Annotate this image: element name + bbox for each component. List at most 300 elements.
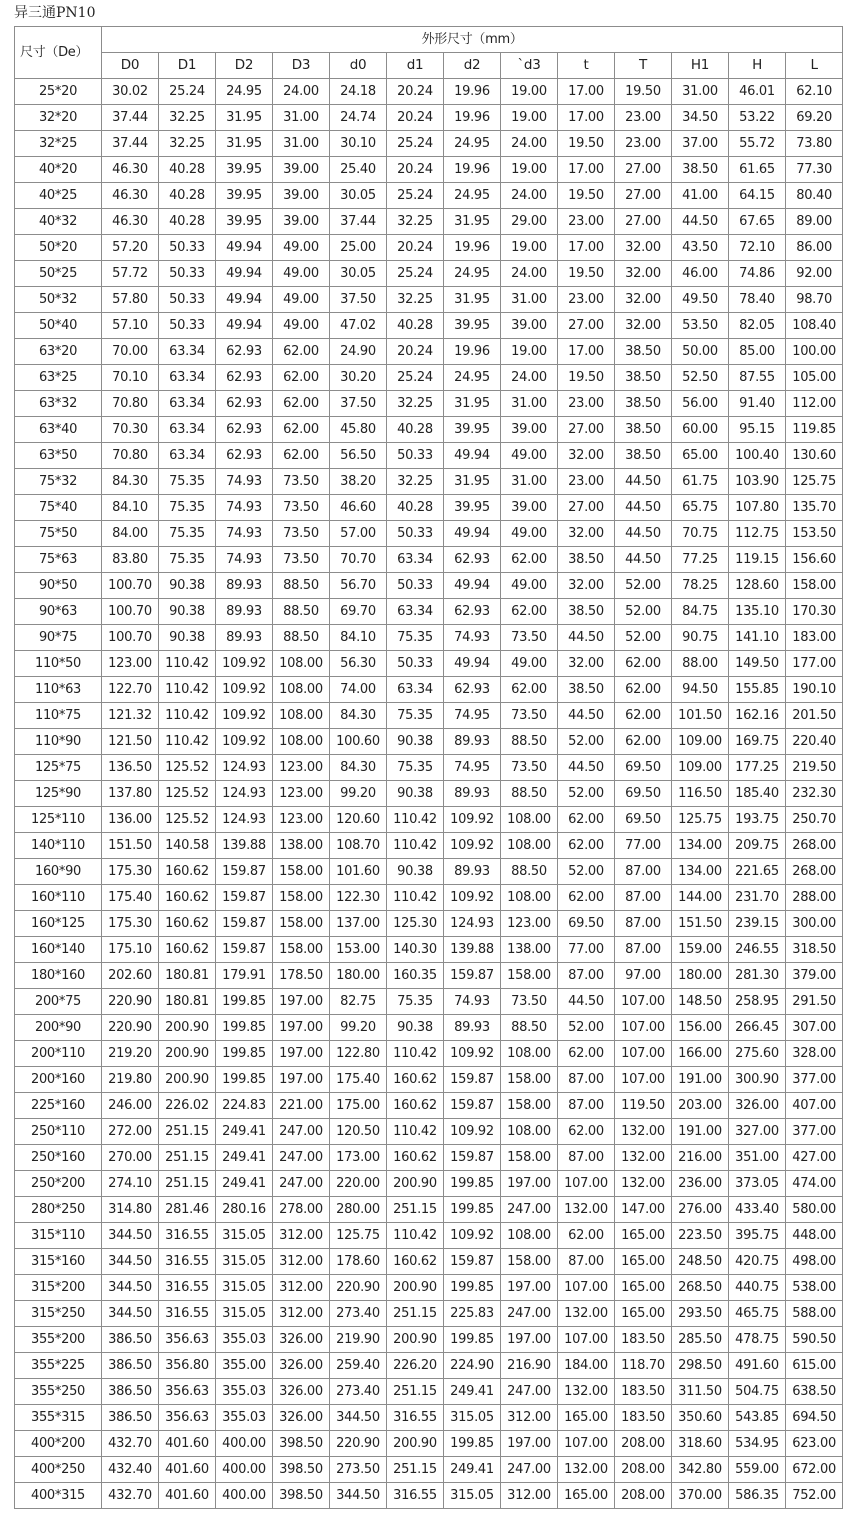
value-cell: 355.03 <box>216 1379 273 1405</box>
value-cell: 220.90 <box>102 989 159 1015</box>
value-cell: 90.38 <box>159 573 216 599</box>
value-cell: 100.70 <box>102 573 159 599</box>
value-cell: 49.94 <box>444 521 501 547</box>
value-cell: 249.41 <box>444 1379 501 1405</box>
value-cell: 316.55 <box>159 1275 216 1301</box>
value-cell: 40.28 <box>387 495 444 521</box>
value-cell: 355.03 <box>216 1405 273 1431</box>
value-cell: 209.75 <box>729 833 786 859</box>
value-cell: 407.00 <box>786 1093 843 1119</box>
value-cell: 137.00 <box>330 911 387 937</box>
value-cell: 73.50 <box>273 469 330 495</box>
value-cell: 125.75 <box>330 1223 387 1249</box>
value-cell: 123.00 <box>102 651 159 677</box>
value-cell: 27.00 <box>615 157 672 183</box>
value-cell: 62.93 <box>444 547 501 573</box>
value-cell: 159.00 <box>672 937 729 963</box>
value-cell: 315.05 <box>216 1223 273 1249</box>
document-title: 异三通PN10 <box>14 5 96 21</box>
value-cell: 132.00 <box>615 1119 672 1145</box>
value-cell: 39.95 <box>444 417 501 443</box>
value-cell: 74.93 <box>444 625 501 651</box>
value-cell: 159.87 <box>216 911 273 937</box>
value-cell: 49.00 <box>273 235 330 261</box>
value-cell: 39.00 <box>273 209 330 235</box>
column-header: H <box>729 53 786 79</box>
value-cell: 197.00 <box>273 1067 330 1093</box>
value-cell: 19.00 <box>501 105 558 131</box>
table-row <box>15 1457 843 1483</box>
value-cell: 39.95 <box>444 495 501 521</box>
value-cell: 70.10 <box>102 365 159 391</box>
value-cell: 315.05 <box>216 1301 273 1327</box>
value-cell: 672.00 <box>786 1457 843 1483</box>
value-cell: 200.90 <box>387 1431 444 1457</box>
value-cell: 180.00 <box>672 963 729 989</box>
size-cell: 50*25 <box>15 261 102 287</box>
size-cell: 63*50 <box>15 443 102 469</box>
table-body <box>15 79 843 1509</box>
value-cell: 116.50 <box>672 781 729 807</box>
size-cell: 400*250 <box>15 1457 102 1483</box>
value-cell: 379.00 <box>786 963 843 989</box>
value-cell: 109.00 <box>672 729 729 755</box>
table-row <box>15 183 843 209</box>
size-cell: 140*110 <box>15 833 102 859</box>
value-cell: 62.93 <box>444 599 501 625</box>
value-cell: 109.92 <box>216 677 273 703</box>
value-cell: 62.00 <box>273 417 330 443</box>
value-cell: 82.05 <box>729 313 786 339</box>
value-cell: 344.50 <box>102 1275 159 1301</box>
value-cell: 73.50 <box>501 989 558 1015</box>
value-cell: 108.00 <box>501 1223 558 1249</box>
value-cell: 109.92 <box>444 885 501 911</box>
value-cell: 50.33 <box>159 235 216 261</box>
value-cell: 274.10 <box>102 1171 159 1197</box>
value-cell: 251.15 <box>159 1119 216 1145</box>
value-cell: 125.75 <box>672 807 729 833</box>
table-row <box>15 1119 843 1145</box>
value-cell: 326.00 <box>273 1379 330 1405</box>
value-cell: 183.50 <box>615 1327 672 1353</box>
size-cell: 355*315 <box>15 1405 102 1431</box>
value-cell: 32.25 <box>159 131 216 157</box>
value-cell: 25.24 <box>387 261 444 287</box>
value-cell: 110.42 <box>387 1119 444 1145</box>
value-cell: 38.50 <box>672 157 729 183</box>
size-cell: 40*20 <box>15 157 102 183</box>
value-cell: 49.50 <box>672 287 729 313</box>
value-cell: 315.05 <box>216 1275 273 1301</box>
value-cell: 32.25 <box>387 287 444 313</box>
size-cell: 90*63 <box>15 599 102 625</box>
value-cell: 62.00 <box>558 1041 615 1067</box>
value-cell: 19.50 <box>615 79 672 105</box>
value-cell: 49.94 <box>444 651 501 677</box>
value-cell: 31.95 <box>444 287 501 313</box>
value-cell: 344.50 <box>330 1405 387 1431</box>
value-cell: 19.00 <box>501 157 558 183</box>
value-cell: 219.20 <box>102 1041 159 1067</box>
value-cell: 62.10 <box>786 79 843 105</box>
value-cell: 38.50 <box>615 417 672 443</box>
value-cell: 38.50 <box>558 677 615 703</box>
value-cell: 315.05 <box>444 1483 501 1509</box>
value-cell: 247.00 <box>501 1379 558 1405</box>
value-cell: 110.42 <box>387 1223 444 1249</box>
value-cell: 62.00 <box>558 885 615 911</box>
column-header: L <box>786 53 843 79</box>
value-cell: 32.25 <box>387 391 444 417</box>
value-cell: 199.85 <box>216 1041 273 1067</box>
value-cell: 191.00 <box>672 1067 729 1093</box>
value-cell: 351.00 <box>729 1145 786 1171</box>
value-cell: 74.86 <box>729 261 786 287</box>
value-cell: 49.00 <box>501 573 558 599</box>
value-cell: 108.00 <box>501 807 558 833</box>
table-row <box>15 287 843 313</box>
value-cell: 400.00 <box>216 1483 273 1509</box>
value-cell: 220.90 <box>102 1015 159 1041</box>
value-cell: 89.93 <box>216 573 273 599</box>
value-cell: 120.60 <box>330 807 387 833</box>
table-row <box>15 261 843 287</box>
value-cell: 276.00 <box>672 1197 729 1223</box>
value-cell: 134.00 <box>672 859 729 885</box>
value-cell: 160.62 <box>387 1145 444 1171</box>
value-cell: 247.00 <box>273 1145 330 1171</box>
value-cell: 90.38 <box>387 1015 444 1041</box>
value-cell: 615.00 <box>786 1353 843 1379</box>
value-cell: 57.00 <box>330 521 387 547</box>
value-cell: 87.55 <box>729 365 786 391</box>
value-cell: 281.46 <box>159 1197 216 1223</box>
value-cell: 160.62 <box>387 1067 444 1093</box>
table-row <box>15 781 843 807</box>
column-header: t <box>558 53 615 79</box>
value-cell: 197.00 <box>273 1015 330 1041</box>
value-cell: 24.90 <box>330 339 387 365</box>
value-cell: 586.35 <box>729 1483 786 1509</box>
value-cell: 75.35 <box>387 703 444 729</box>
value-cell: 249.41 <box>444 1457 501 1483</box>
value-cell: 46.30 <box>102 157 159 183</box>
value-cell: 24.00 <box>501 183 558 209</box>
value-cell: 200.90 <box>387 1275 444 1301</box>
value-cell: 342.80 <box>672 1457 729 1483</box>
size-cell: 315*250 <box>15 1301 102 1327</box>
value-cell: 62.00 <box>558 807 615 833</box>
value-cell: 39.95 <box>216 157 273 183</box>
value-cell: 107.00 <box>558 1431 615 1457</box>
value-cell: 559.00 <box>729 1457 786 1483</box>
value-cell: 160.62 <box>159 859 216 885</box>
value-cell: 165.00 <box>615 1301 672 1327</box>
column-header: d1 <box>387 53 444 79</box>
value-cell: 232.30 <box>786 781 843 807</box>
table-row <box>15 573 843 599</box>
size-cell: 280*250 <box>15 1197 102 1223</box>
value-cell: 88.00 <box>672 651 729 677</box>
value-cell: 386.50 <box>102 1353 159 1379</box>
value-cell: 50.00 <box>672 339 729 365</box>
value-cell: 149.50 <box>729 651 786 677</box>
value-cell: 31.00 <box>501 287 558 313</box>
value-cell: 19.50 <box>558 365 615 391</box>
value-cell: 247.00 <box>273 1119 330 1145</box>
value-cell: 220.40 <box>786 729 843 755</box>
value-cell: 221.00 <box>273 1093 330 1119</box>
value-cell: 75.35 <box>159 547 216 573</box>
value-cell: 293.50 <box>672 1301 729 1327</box>
table-row <box>15 1067 843 1093</box>
value-cell: 73.50 <box>273 521 330 547</box>
table-row <box>15 1015 843 1041</box>
value-cell: 56.30 <box>330 651 387 677</box>
value-cell: 175.40 <box>102 885 159 911</box>
value-cell: 199.85 <box>216 989 273 1015</box>
value-cell: 175.00 <box>330 1093 387 1119</box>
size-column-header: 尺寸（De） <box>15 27 102 79</box>
value-cell: 179.91 <box>216 963 273 989</box>
value-cell: 491.60 <box>729 1353 786 1379</box>
value-cell: 75.35 <box>387 625 444 651</box>
value-cell: 124.93 <box>216 807 273 833</box>
value-cell: 278.00 <box>273 1197 330 1223</box>
value-cell: 62.00 <box>615 729 672 755</box>
value-cell: 314.80 <box>102 1197 159 1223</box>
value-cell: 31.95 <box>216 105 273 131</box>
value-cell: 75.35 <box>159 469 216 495</box>
value-cell: 30.05 <box>330 183 387 209</box>
value-cell: 49.00 <box>273 287 330 313</box>
value-cell: 312.00 <box>273 1301 330 1327</box>
value-cell: 219.80 <box>102 1067 159 1093</box>
value-cell: 193.75 <box>729 807 786 833</box>
value-cell: 344.50 <box>102 1249 159 1275</box>
value-cell: 752.00 <box>786 1483 843 1509</box>
value-cell: 144.00 <box>672 885 729 911</box>
value-cell: 107.00 <box>558 1327 615 1353</box>
value-cell: 88.50 <box>501 781 558 807</box>
value-cell: 56.50 <box>330 443 387 469</box>
value-cell: 73.50 <box>501 755 558 781</box>
value-cell: 74.93 <box>216 547 273 573</box>
value-cell: 63.34 <box>159 365 216 391</box>
value-cell: 140.58 <box>159 833 216 859</box>
value-cell: 201.50 <box>786 703 843 729</box>
value-cell: 19.50 <box>558 183 615 209</box>
value-cell: 250.70 <box>786 807 843 833</box>
value-cell: 165.00 <box>615 1249 672 1275</box>
value-cell: 175.40 <box>330 1067 387 1093</box>
value-cell: 72.10 <box>729 235 786 261</box>
value-cell: 32.00 <box>615 261 672 287</box>
value-cell: 108.00 <box>501 1119 558 1145</box>
value-cell: 84.30 <box>330 755 387 781</box>
value-cell: 101.60 <box>330 859 387 885</box>
value-cell: 40.28 <box>387 417 444 443</box>
value-cell: 427.00 <box>786 1145 843 1171</box>
value-cell: 44.50 <box>558 625 615 651</box>
value-cell: 386.50 <box>102 1327 159 1353</box>
value-cell: 395.75 <box>729 1223 786 1249</box>
dimensions-group-header: 外形尺寸（mm） <box>102 27 843 53</box>
value-cell: 90.38 <box>387 729 444 755</box>
value-cell: 46.01 <box>729 79 786 105</box>
value-cell: 200.90 <box>387 1327 444 1353</box>
value-cell: 30.20 <box>330 365 387 391</box>
value-cell: 49.00 <box>501 443 558 469</box>
value-cell: 197.00 <box>501 1275 558 1301</box>
value-cell: 94.50 <box>672 677 729 703</box>
value-cell: 91.40 <box>729 391 786 417</box>
value-cell: 88.50 <box>501 1015 558 1041</box>
value-cell: 20.24 <box>387 235 444 261</box>
table-row <box>15 833 843 859</box>
value-cell: 23.00 <box>558 391 615 417</box>
value-cell: 123.00 <box>273 807 330 833</box>
value-cell: 165.00 <box>558 1483 615 1509</box>
value-cell: 312.00 <box>501 1405 558 1431</box>
value-cell: 24.95 <box>444 183 501 209</box>
value-cell: 31.95 <box>444 209 501 235</box>
value-cell: 85.00 <box>729 339 786 365</box>
value-cell: 220.90 <box>330 1431 387 1457</box>
value-cell: 247.00 <box>501 1457 558 1483</box>
value-cell: 63.34 <box>159 443 216 469</box>
value-cell: 62.00 <box>615 651 672 677</box>
value-cell: 220.90 <box>330 1275 387 1301</box>
value-cell: 226.20 <box>387 1353 444 1379</box>
value-cell: 37.50 <box>330 287 387 313</box>
table-row <box>15 1431 843 1457</box>
value-cell: 100.40 <box>729 443 786 469</box>
value-cell: 272.00 <box>102 1119 159 1145</box>
value-cell: 326.00 <box>273 1353 330 1379</box>
value-cell: 199.85 <box>444 1275 501 1301</box>
value-cell: 128.60 <box>729 573 786 599</box>
value-cell: 112.75 <box>729 521 786 547</box>
value-cell: 62.00 <box>615 703 672 729</box>
value-cell: 52.00 <box>615 599 672 625</box>
value-cell: 62.00 <box>273 365 330 391</box>
table-row <box>15 1301 843 1327</box>
value-cell: 62.93 <box>216 391 273 417</box>
value-cell: 32.00 <box>558 651 615 677</box>
value-cell: 24.00 <box>501 261 558 287</box>
column-header: D3 <box>273 53 330 79</box>
value-cell: 69.20 <box>786 105 843 131</box>
value-cell: 89.93 <box>444 781 501 807</box>
value-cell: 109.92 <box>216 651 273 677</box>
value-cell: 248.50 <box>672 1249 729 1275</box>
value-cell: 208.00 <box>615 1483 672 1509</box>
value-cell: 31.00 <box>501 391 558 417</box>
value-cell: 39.00 <box>501 313 558 339</box>
column-header: d0 <box>330 53 387 79</box>
value-cell: 236.00 <box>672 1171 729 1197</box>
value-cell: 41.00 <box>672 183 729 209</box>
value-cell: 159.87 <box>444 1067 501 1093</box>
value-cell: 356.63 <box>159 1327 216 1353</box>
value-cell: 83.80 <box>102 547 159 573</box>
value-cell: 40.28 <box>159 183 216 209</box>
value-cell: 251.15 <box>387 1197 444 1223</box>
table-row <box>15 885 843 911</box>
value-cell: 34.50 <box>672 105 729 131</box>
value-cell: 377.00 <box>786 1119 843 1145</box>
value-cell: 177.25 <box>729 755 786 781</box>
value-cell: 56.00 <box>672 391 729 417</box>
value-cell: 203.00 <box>672 1093 729 1119</box>
value-cell: 103.90 <box>729 469 786 495</box>
table-row <box>15 651 843 677</box>
value-cell: 356.80 <box>159 1353 216 1379</box>
value-cell: 49.94 <box>216 287 273 313</box>
table-row <box>15 79 843 105</box>
value-cell: 89.93 <box>216 625 273 651</box>
value-cell: 62.00 <box>273 339 330 365</box>
value-cell: 31.95 <box>216 131 273 157</box>
value-cell: 49.00 <box>273 313 330 339</box>
value-cell: 24.95 <box>216 79 273 105</box>
value-cell: 90.38 <box>159 625 216 651</box>
value-cell: 125.52 <box>159 807 216 833</box>
table-row <box>15 1483 843 1509</box>
value-cell: 398.50 <box>273 1457 330 1483</box>
value-cell: 432.70 <box>102 1431 159 1457</box>
value-cell: 246.00 <box>102 1093 159 1119</box>
value-cell: 88.50 <box>501 729 558 755</box>
value-cell: 158.00 <box>786 573 843 599</box>
size-cell: 180*160 <box>15 963 102 989</box>
value-cell: 39.00 <box>273 157 330 183</box>
table-row <box>15 1197 843 1223</box>
value-cell: 27.00 <box>615 183 672 209</box>
size-cell: 110*90 <box>15 729 102 755</box>
table-row <box>15 313 843 339</box>
value-cell: 86.00 <box>786 235 843 261</box>
value-cell: 62.00 <box>501 599 558 625</box>
value-cell: 105.00 <box>786 365 843 391</box>
value-cell: 49.00 <box>501 651 558 677</box>
size-cell: 75*63 <box>15 547 102 573</box>
value-cell: 588.00 <box>786 1301 843 1327</box>
value-cell: 135.70 <box>786 495 843 521</box>
value-cell: 108.00 <box>273 677 330 703</box>
value-cell: 156.00 <box>672 1015 729 1041</box>
value-cell: 183.50 <box>615 1405 672 1431</box>
value-cell: 328.00 <box>786 1041 843 1067</box>
table-row <box>15 677 843 703</box>
size-cell: 400*315 <box>15 1483 102 1509</box>
value-cell: 108.00 <box>273 651 330 677</box>
value-cell: 158.00 <box>273 911 330 937</box>
value-cell: 281.30 <box>729 963 786 989</box>
value-cell: 246.55 <box>729 937 786 963</box>
value-cell: 199.85 <box>444 1327 501 1353</box>
value-cell: 30.05 <box>330 261 387 287</box>
value-cell: 109.92 <box>216 703 273 729</box>
value-cell: 199.85 <box>444 1197 501 1223</box>
value-cell: 123.00 <box>273 781 330 807</box>
value-cell: 92.00 <box>786 261 843 287</box>
value-cell: 45.80 <box>330 417 387 443</box>
value-cell: 125.52 <box>159 755 216 781</box>
value-cell: 89.93 <box>444 1015 501 1041</box>
